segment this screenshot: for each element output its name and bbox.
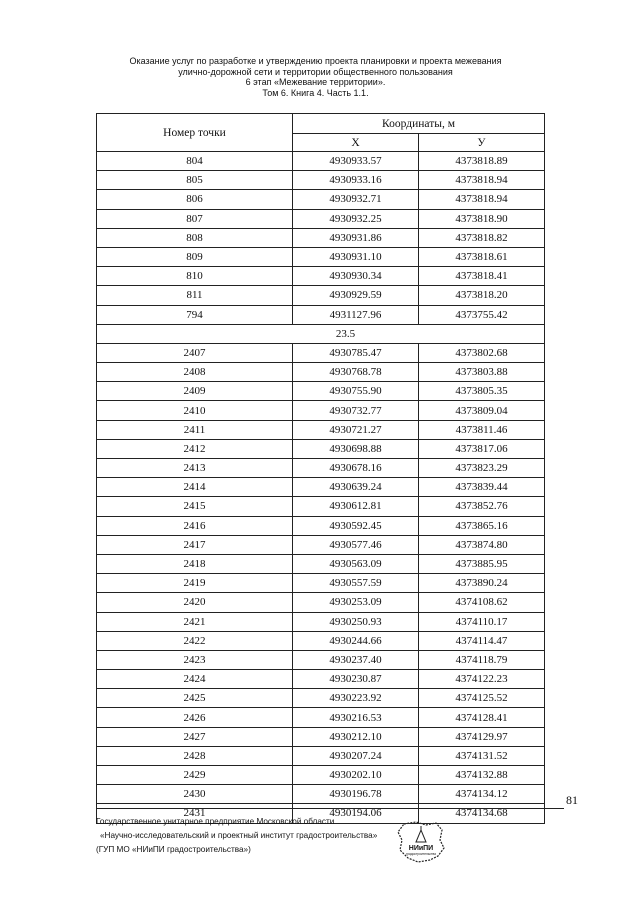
x-coordinate-cell: 4930785.47	[293, 343, 419, 362]
table-row	[97, 670, 545, 689]
point-number-cell: 2428	[97, 746, 293, 765]
x-coordinate-cell: 4930931.10	[293, 247, 419, 266]
table-row	[97, 171, 545, 190]
x-coordinate-cell: 4930933.16	[293, 171, 419, 190]
y-coordinate-cell: 4373818.41	[419, 267, 545, 286]
table-row	[97, 689, 545, 708]
y-coordinate-cell: 4373823.29	[419, 459, 545, 478]
table-row	[97, 631, 545, 650]
x-coordinate-cell: 4931127.96	[293, 305, 419, 324]
y-coordinate-cell: 4374132.88	[419, 766, 545, 785]
point-number-cell: 811	[97, 286, 293, 305]
y-coordinate-cell: 4373874.80	[419, 535, 545, 554]
x-coordinate-cell: 4930930.34	[293, 267, 419, 286]
y-coordinate-cell: 4373755.42	[419, 305, 545, 324]
document-header	[0, 56, 631, 98]
point-number-cell: 2417	[97, 535, 293, 554]
x-coordinate-cell: 4930194.06	[293, 804, 419, 823]
x-coordinate-cell: 4930932.25	[293, 209, 419, 228]
table-body-second	[97, 343, 545, 823]
point-number-cell: 810	[97, 267, 293, 286]
point-number-cell: 2427	[97, 727, 293, 746]
point-number-cell: 2409	[97, 382, 293, 401]
point-number-cell: 2425	[97, 689, 293, 708]
point-number-cell: 2415	[97, 497, 293, 516]
y-coordinate-cell: 4373865.16	[419, 516, 545, 535]
x-coordinate-cell: 4930237.40	[293, 650, 419, 669]
table-row	[97, 247, 545, 266]
point-number-cell: 2408	[97, 363, 293, 382]
x-coordinate-cell: 4930577.46	[293, 535, 419, 554]
y-coordinate-cell: 4373885.95	[419, 554, 545, 573]
x-coordinate-cell: 4930557.59	[293, 574, 419, 593]
table-row	[97, 650, 545, 669]
point-number-cell: 2411	[97, 420, 293, 439]
table-row	[97, 190, 545, 209]
point-number-cell: 2430	[97, 785, 293, 804]
x-coordinate-cell: 4930216.53	[293, 708, 419, 727]
x-coordinate-cell: 4930196.78	[293, 785, 419, 804]
x-coordinate-cell: 4930929.59	[293, 286, 419, 305]
page-number: 81	[566, 793, 578, 807]
x-coordinate-cell: 4930207.24	[293, 746, 419, 765]
y-coordinate-cell: 4374122.23	[419, 670, 545, 689]
y-coordinate-cell: 4373818.89	[419, 152, 545, 171]
point-number-cell: 2412	[97, 439, 293, 458]
y-coordinate-cell: 4374128.41	[419, 708, 545, 727]
x-coordinate-cell: 4930931.86	[293, 228, 419, 247]
x-coordinate-cell: 4930244.66	[293, 631, 419, 650]
footer-line-1: Государственное унитарное предприятие Московской области	[96, 817, 335, 826]
x-coordinate-cell: 4930592.45	[293, 516, 419, 535]
x-coordinate-cell: 4930768.78	[293, 363, 419, 382]
point-number-cell: 809	[97, 247, 293, 266]
point-number-cell: 794	[97, 305, 293, 324]
point-number-cell: 2407	[97, 343, 293, 362]
table-row	[97, 785, 545, 804]
y-coordinate-cell: 4373805.35	[419, 382, 545, 401]
point-number-cell: 2419	[97, 574, 293, 593]
point-number-cell: 2424	[97, 670, 293, 689]
table-row	[97, 478, 545, 497]
footer-divider	[96, 808, 564, 809]
table-row	[97, 209, 545, 228]
y-coordinate-cell: 4374131.52	[419, 746, 545, 765]
header-line-4: Том 6. Книга 4. Часть 1.1.	[262, 87, 369, 98]
table-row	[97, 708, 545, 727]
logo-subtext: градостроительства	[406, 852, 436, 856]
logo-text: НИиПИ	[408, 845, 434, 852]
table-row	[97, 228, 545, 247]
coordinates-table	[96, 113, 545, 824]
y-coordinate-cell: 4373839.44	[419, 478, 545, 497]
table-row	[97, 286, 545, 305]
footer-line-3: (ГУП МО «НИиПИ градостроительства»)	[96, 845, 251, 854]
document-footer	[96, 815, 377, 857]
table-row	[97, 574, 545, 593]
y-coordinate-cell: 4374114.47	[419, 631, 545, 650]
y-coordinate-cell: 4373818.82	[419, 228, 545, 247]
y-coordinate-cell: 4374125.52	[419, 689, 545, 708]
x-coordinate-cell: 4930230.87	[293, 670, 419, 689]
table-section	[97, 324, 545, 343]
y-coordinate-cell: 4373817.06	[419, 439, 545, 458]
y-coordinate-cell: 4373811.46	[419, 420, 545, 439]
y-coordinate-cell: 4373818.90	[419, 209, 545, 228]
y-coordinate-cell: 4374129.97	[419, 727, 545, 746]
point-number-cell: 2413	[97, 459, 293, 478]
table-row	[97, 766, 545, 785]
x-coordinate-cell: 4930932.71	[293, 190, 419, 209]
column-header-x: X	[293, 134, 419, 152]
x-coordinate-cell: 4930612.81	[293, 497, 419, 516]
point-number-cell: 804	[97, 152, 293, 171]
header-line-3: 6 этап «Межевание территории».	[245, 77, 386, 88]
table-row	[97, 459, 545, 478]
y-coordinate-cell: 4373818.94	[419, 190, 545, 209]
table-row	[97, 420, 545, 439]
x-coordinate-cell: 4930678.16	[293, 459, 419, 478]
point-number-cell: 2426	[97, 708, 293, 727]
x-coordinate-cell: 4930202.10	[293, 766, 419, 785]
point-number-cell: 2431	[97, 804, 293, 823]
table-row	[97, 554, 545, 573]
y-coordinate-cell: 4374134.68	[419, 804, 545, 823]
x-coordinate-cell: 4930223.92	[293, 689, 419, 708]
x-coordinate-cell: 4930563.09	[293, 554, 419, 573]
table-row	[97, 727, 545, 746]
x-coordinate-cell: 4930732.77	[293, 401, 419, 420]
y-coordinate-cell: 4374110.17	[419, 612, 545, 631]
point-number-cell: 2410	[97, 401, 293, 420]
table-row	[97, 363, 545, 382]
point-number-cell: 2422	[97, 631, 293, 650]
x-coordinate-cell: 4930721.27	[293, 420, 419, 439]
table-row	[97, 267, 545, 286]
table-row	[97, 593, 545, 612]
table-row	[97, 305, 545, 324]
x-coordinate-cell: 4930212.10	[293, 727, 419, 746]
column-header-coordinates: Координаты, м	[293, 114, 545, 134]
y-coordinate-cell: 4373802.68	[419, 343, 545, 362]
point-number-cell: 2414	[97, 478, 293, 497]
footer-line-2: «Научно-исследовательский и проектный институт градостроительства»	[100, 831, 378, 840]
section-label: 23.5	[335, 327, 356, 340]
y-coordinate-cell: 4373818.94	[419, 171, 545, 190]
point-number-cell: 2420	[97, 593, 293, 612]
x-coordinate-cell: 4930698.88	[293, 439, 419, 458]
table-row	[97, 612, 545, 631]
point-number-cell: 806	[97, 190, 293, 209]
table-body-first	[97, 152, 545, 325]
y-coordinate-cell: 4373890.24	[419, 574, 545, 593]
point-number-cell: 2429	[97, 766, 293, 785]
y-coordinate-cell: 4373818.61	[419, 247, 545, 266]
table-row	[97, 746, 545, 765]
column-header-point-number: Номер точки	[97, 114, 293, 152]
table-row	[97, 497, 545, 516]
x-coordinate-cell: 4930250.93	[293, 612, 419, 631]
point-number-cell: 807	[97, 209, 293, 228]
table-row	[97, 401, 545, 420]
y-coordinate-cell: 4373818.20	[419, 286, 545, 305]
x-coordinate-cell: 4930933.57	[293, 152, 419, 171]
y-coordinate-cell: 4373852.76	[419, 497, 545, 516]
point-number-cell: 2421	[97, 612, 293, 631]
y-coordinate-cell: 4373809.04	[419, 401, 545, 420]
table-row	[97, 439, 545, 458]
table-row	[97, 152, 545, 171]
y-coordinate-cell: 4374108.62	[419, 593, 545, 612]
point-number-cell: 2418	[97, 554, 293, 573]
header-line-1: Оказание услуг по разработке и утверждению проекта планировки и проекта межевания	[129, 56, 502, 66]
x-coordinate-cell: 4930639.24	[293, 478, 419, 497]
table-row	[97, 516, 545, 535]
x-coordinate-cell: 4930253.09	[293, 593, 419, 612]
point-number-cell: 2423	[97, 650, 293, 669]
table-row	[97, 382, 545, 401]
point-number-cell: 808	[97, 228, 293, 247]
y-coordinate-cell: 4374134.12	[419, 785, 545, 804]
section-row	[97, 324, 545, 343]
header-line-2: улично-дорожной сети и территории общественного пользования	[178, 66, 453, 77]
table-row	[97, 535, 545, 554]
institute-logo	[396, 820, 446, 864]
x-coordinate-cell: 4930755.90	[293, 382, 419, 401]
point-number-cell: 2416	[97, 516, 293, 535]
y-coordinate-cell: 4374118.79	[419, 650, 545, 669]
y-coordinate-cell: 4373803.88	[419, 363, 545, 382]
column-header-y: У	[419, 134, 545, 152]
point-number-cell: 805	[97, 171, 293, 190]
table-row	[97, 343, 545, 362]
